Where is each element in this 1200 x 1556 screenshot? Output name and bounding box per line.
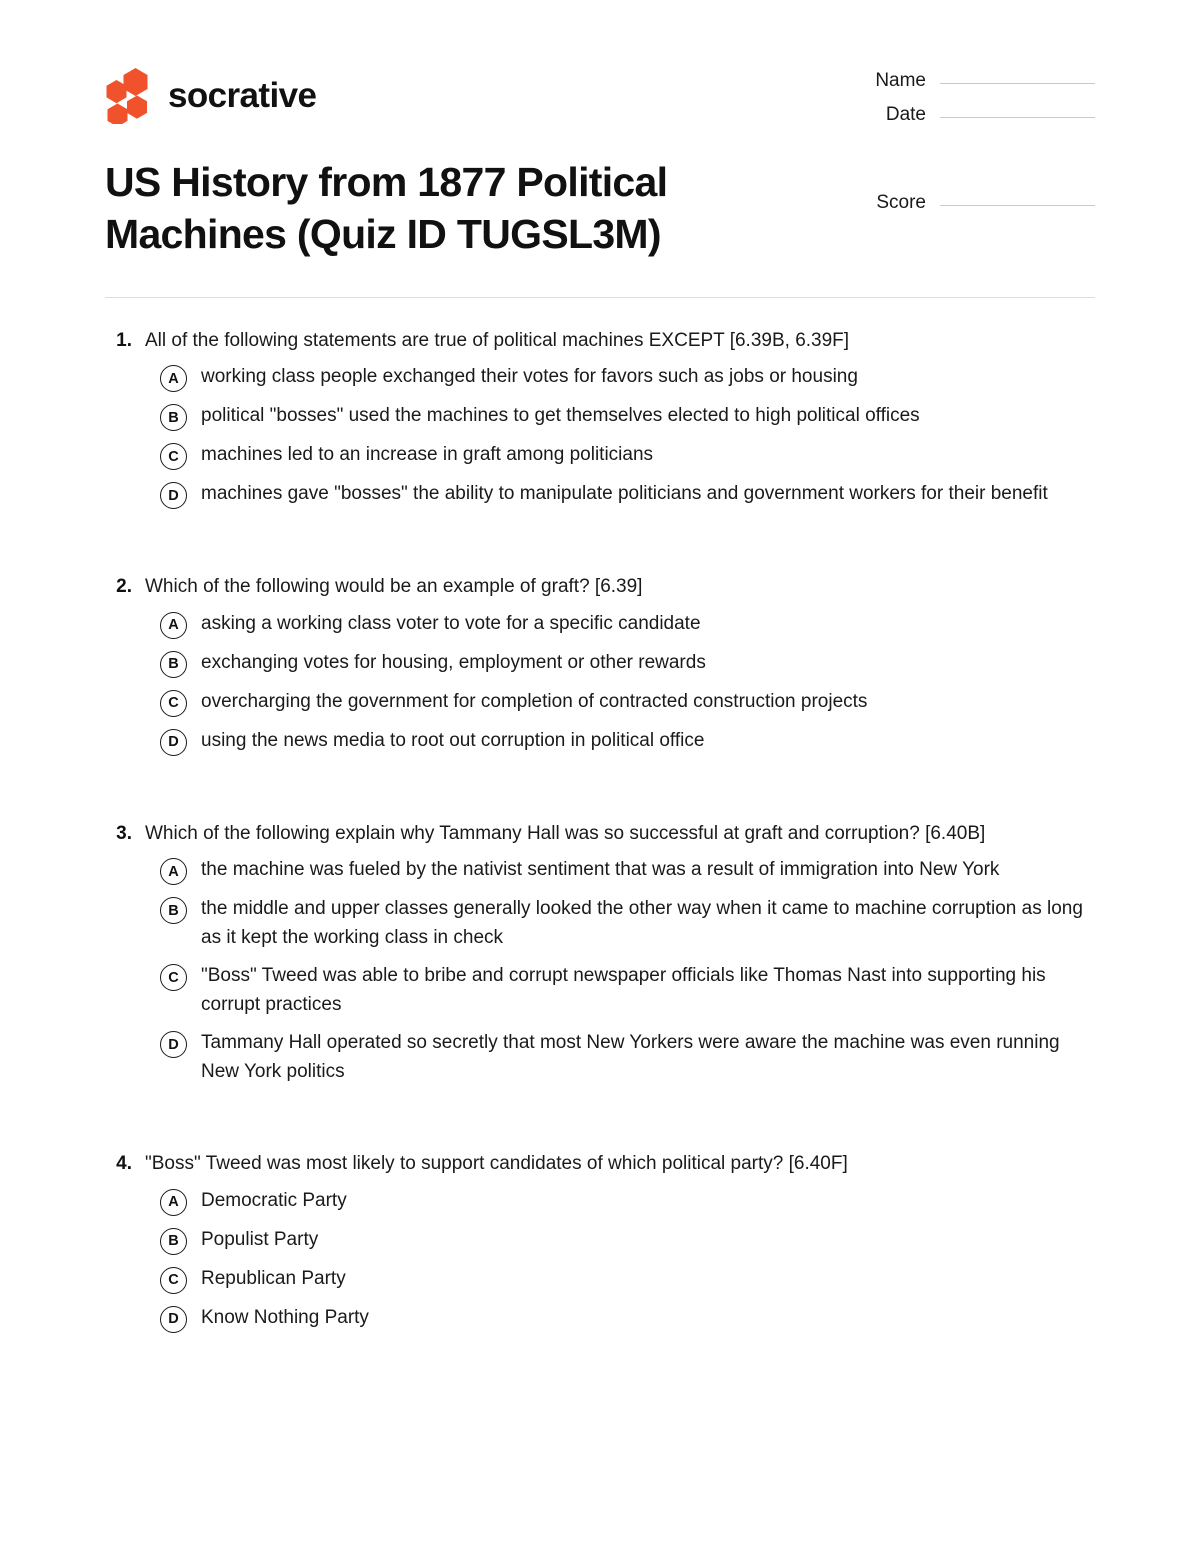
question-heading: [105, 1150, 1095, 1179]
answer-option[interactable]: [105, 1226, 1095, 1255]
option-letter-badge: B: [160, 651, 187, 678]
question-text: Which of the following would be an example of graft? [6.39]: [145, 576, 643, 598]
question-heading: [105, 573, 1095, 602]
option-text: political "bosses" used the machines to get themselves elected to high political offices: [201, 405, 920, 427]
option-letter-badge: D: [160, 1306, 187, 1333]
answer-option[interactable]: [105, 480, 1095, 509]
option-text: the machine was fueled by the nativist sentiment that was a result of immigration into New York: [201, 859, 1000, 881]
option-letter-badge: A: [160, 1189, 187, 1216]
option-text: exchanging votes for housing, employment or other rewards: [201, 651, 706, 673]
option-text: Know Nothing Party: [201, 1306, 369, 1328]
header-divider: [105, 297, 1095, 298]
date-field-row: [855, 104, 1095, 126]
option-text: asking a working class voter to vote for a specific candidate: [201, 612, 701, 634]
options-list: [105, 363, 1095, 509]
answer-option[interactable]: [105, 649, 1095, 678]
socrative-wordmark: socrative: [168, 75, 317, 115]
option-letter-badge: C: [160, 964, 187, 991]
questions-list: [0, 327, 1200, 1333]
option-letter-badge: C: [160, 1267, 187, 1294]
option-text: working class people exchanged their votes for favors such as jobs or housing: [201, 366, 858, 388]
answer-option[interactable]: [105, 1265, 1095, 1294]
answer-option[interactable]: [105, 1187, 1095, 1216]
answer-option[interactable]: [105, 1029, 1095, 1086]
answer-option[interactable]: [105, 1304, 1095, 1333]
option-letter-badge: C: [160, 690, 187, 717]
option-text: overcharging the government for completion of contracted construction projects: [201, 690, 868, 712]
answer-option[interactable]: [105, 962, 1095, 1019]
question-number: 2.: [116, 576, 132, 598]
option-text: Republican Party: [201, 1267, 346, 1289]
option-text: Tammany Hall operated so secretly that most New Yorkers were aware the machine was even running New York politics: [201, 1032, 1060, 1082]
answer-option[interactable]: [105, 895, 1095, 952]
page-title: US History from 1877 Political Machines (Quiz ID TUGSL3M): [105, 159, 668, 258]
answer-option[interactable]: [105, 688, 1095, 717]
score-field-label: Score: [876, 192, 926, 213]
question-text: "Boss" Tweed was most likely to support candidates of which political party? [6.40F]: [145, 1153, 848, 1175]
socrative-hexagon-mark-icon: [105, 66, 151, 124]
option-letter-badge: D: [160, 1031, 187, 1058]
question-number: 1.: [116, 329, 132, 351]
options-list: [105, 856, 1095, 1086]
option-text: machines gave "bosses" the ability to manipulate politicians and government workers for their benefit: [201, 483, 1048, 505]
question-number: 4.: [116, 1153, 132, 1175]
option-text: "Boss" Tweed was able to bribe and corrupt newspaper officials like Thomas Nast into supporting his corrupt practices: [201, 965, 1046, 1015]
option-letter-badge: B: [160, 404, 187, 431]
answer-option[interactable]: [105, 363, 1095, 392]
question-heading: [105, 327, 1095, 356]
answer-option[interactable]: [105, 727, 1095, 756]
question-block: [105, 820, 1095, 1087]
question-block: [105, 573, 1095, 756]
answer-option[interactable]: [105, 402, 1095, 431]
option-letter-badge: D: [160, 729, 187, 756]
option-letter-badge: B: [160, 897, 187, 924]
option-letter-badge: A: [160, 858, 187, 885]
option-letter-badge: D: [160, 482, 187, 509]
socrative-logo: [105, 58, 316, 124]
score-field-row: [855, 192, 1095, 214]
answer-option[interactable]: [105, 441, 1095, 470]
question-block: [105, 1150, 1095, 1333]
option-text: Democratic Party: [201, 1189, 347, 1211]
option-text: machines led to an increase in graft among politicians: [201, 444, 654, 466]
option-text: Populist Party: [201, 1228, 319, 1250]
question-number: 3.: [116, 822, 132, 844]
student-info-fields: [855, 58, 1095, 214]
option-text: using the news media to root out corruption in political office: [201, 729, 705, 751]
answer-option[interactable]: [105, 610, 1095, 639]
question-block: [105, 327, 1095, 510]
name-field-line[interactable]: [940, 83, 1095, 84]
score-field-line[interactable]: [940, 205, 1095, 206]
date-field-label: Date: [885, 104, 926, 125]
question-text: Which of the following explain why Tammany Hall was so successful at graft and corruption? [6.40B]: [145, 822, 986, 844]
question-text: All of the following statements are true of political machines EXCEPT [6.39B, 6.39F]: [145, 329, 850, 351]
option-letter-badge: B: [160, 1228, 187, 1255]
answer-option[interactable]: [105, 856, 1095, 885]
options-list: [105, 1187, 1095, 1333]
option-letter-badge: A: [160, 612, 187, 639]
question-heading: [105, 820, 1095, 849]
options-list: [105, 610, 1095, 756]
option-letter-badge: C: [160, 443, 187, 470]
date-field-line[interactable]: [940, 117, 1095, 118]
option-text: the middle and upper classes generally looked the other way when it came to machine corruption as long as it kept the working class in check: [201, 898, 1083, 948]
name-field-label: Name: [875, 70, 926, 91]
option-letter-badge: A: [160, 365, 187, 392]
name-field-row: [855, 70, 1095, 92]
